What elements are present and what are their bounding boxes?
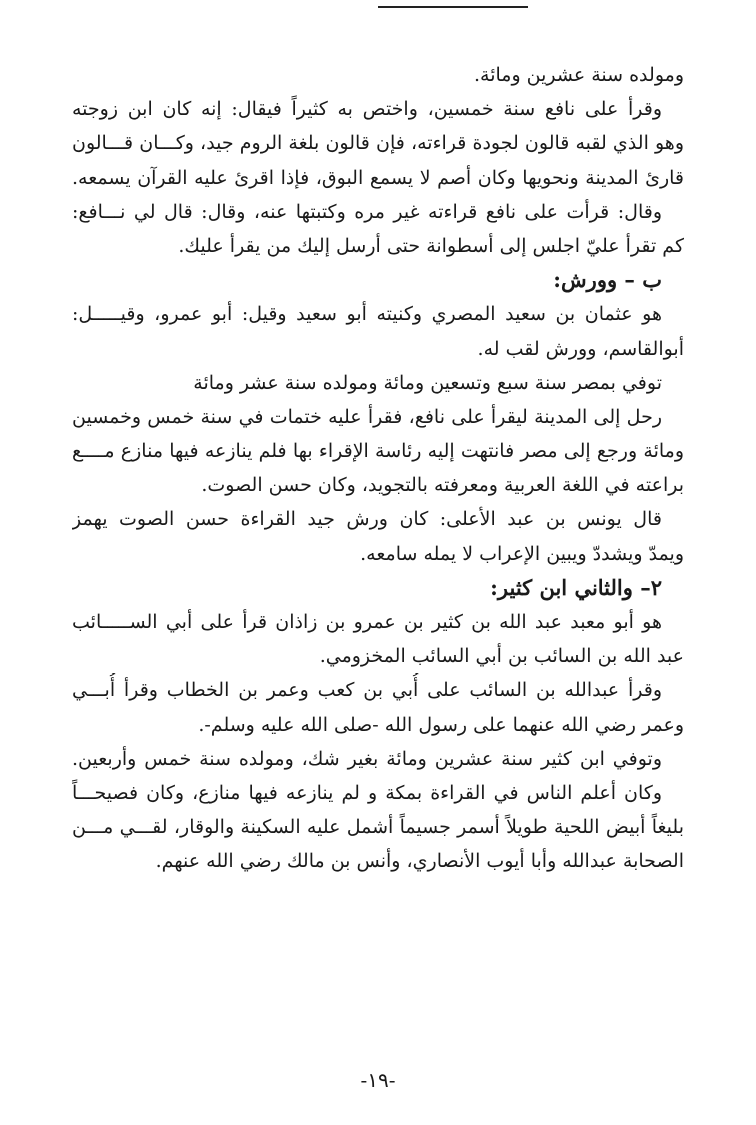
text-line: وتوفي ابن كثير سنة عشرين ومائة بغير شك، ومولده سنة خمس وأربعين. — [72, 747, 662, 770]
text-line: الصحابة عبدالله وأبا أيوب الأنصاري، وأنس بن مالك رضي الله عنهم. — [155, 850, 684, 873]
text-line: هو عثمان بن سعيد المصري وكنيته أبو سعيد وقيل: أبو عمرو، وقيـــــل: — [72, 303, 662, 326]
text-line: قال يونس بن عبد الأعلى: كان ورش جيد القراءة حسن الصوت يهمز — [72, 508, 662, 531]
page-number: -١٩- — [360, 1068, 396, 1092]
page-body — [72, 58, 684, 879]
text-line: وقال: قرأت على نافع قراءته غير مره وكتبتها عنه، وقال: قال لي نـــافع: — [72, 200, 662, 223]
text-line: ومولده سنة عشرين ومائة. — [473, 64, 684, 86]
section-heading-ibn-kathir: ٢– والثاني ابن كثير: — [490, 574, 662, 600]
text-line: أبوالقاسم، وورش لقب له. — [477, 337, 684, 360]
text-line: بليغاً أبيض اللحية طويلاً أسمر جسيماً أشمل عليه السكينة والوقار، لقـــي مـــن — [72, 816, 684, 839]
text-line: براعته في اللغة العربية ومعرفته بالتجويد، وكان حسن الصوت. — [201, 474, 684, 497]
text-line: وكان أعلم الناس في القراءة بمكة و لم ينازعه فيها منازع، وكان فصيحـــاً — [72, 781, 662, 804]
text-line: وقرأ عبدالله بن السائب على أُبي بن كعب وعمر بن الخطاب وقرأ أُبـــي — [72, 679, 662, 702]
text-line: ويمدّ ويشددّ ويبين الإعراب لا يمله سامعه. — [360, 542, 684, 565]
text-line: وهو الذي لقبه قالون لجودة قراءته، فإن قالون بلغة الروم جيد، وكـــان قـــالون — [72, 132, 684, 155]
text-line: هو أبو معبد عبد الله بن كثير بن عمرو بن زاذان قرأ على أبي الســـــائب — [72, 611, 662, 633]
top-rule — [378, 6, 528, 8]
section-heading-warsh: ب – وورش: — [553, 267, 662, 293]
text-line: رحل إلى المدينة ليقرأ على نافع، فقرأ عليه ختمات في سنة خمس وخمسين — [72, 405, 662, 428]
text-line: وعمر رضي الله عنهما على رسول الله -صلى الله عليه وسلم-. — [198, 713, 684, 736]
text-line: قارئ المدينة ونحويها وكان أصم لا يسمع البوق، فإذا اقرئ عليه القرآن يسمعه. — [72, 166, 684, 189]
text-line: كم تقرأ عليّ اجلس إلى أسطوانة حتى أرسل إليك من يقرأ عليك. — [178, 234, 684, 257]
text-line: توفي بمصر سنة سبع وتسعين ومائة ومولده سنة عشر ومائة — [193, 371, 662, 394]
text-line: عبد الله بن السائب بن أبي السائب المخزومي. — [319, 645, 684, 668]
text-line: وقرأ على نافع سنة خمسين، واختص به كثيراً فيقال: إنه كان ابن زوجته — [72, 98, 662, 121]
text-line: ومائة ورجع إلى مصر فانتهت إليه رئاسة الإقراء بها فلم ينازعه فيها منازع مــــع — [72, 440, 684, 463]
